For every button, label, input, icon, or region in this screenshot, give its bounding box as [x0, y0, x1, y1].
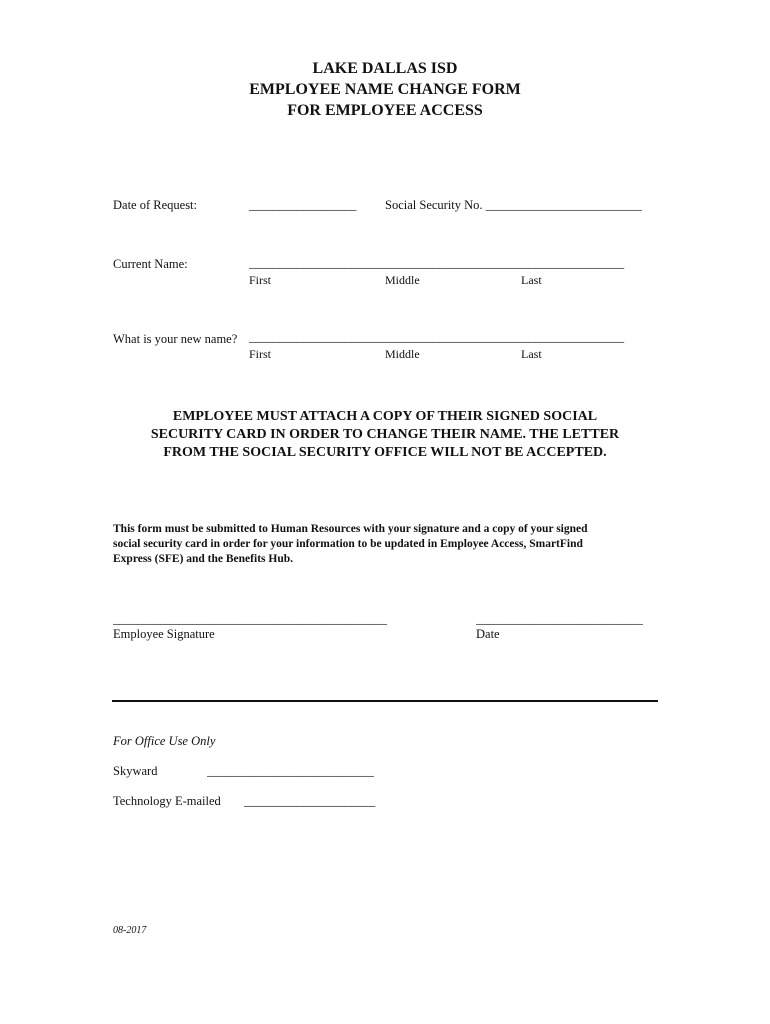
notice-line: FROM THE SOCIAL SECURITY OFFICE WILL NOT BE ACCEPTED. — [163, 445, 607, 460]
current-name-field[interactable]: _______________________________________________________________ — [249, 256, 624, 270]
office-use-heading: For Office Use Only — [113, 734, 216, 748]
form-name: EMPLOYEE NAME CHANGE FORM — [249, 81, 521, 98]
current-last-caption: Last — [521, 273, 542, 287]
instructions-line: Express (SFE) and the Benefits Hub. — [113, 553, 293, 565]
revision-date: 08-2017 — [113, 925, 147, 936]
signature-date-label: Date — [476, 627, 500, 641]
new-name-label: What is your new name? — [113, 332, 238, 346]
new-last-caption: Last — [521, 347, 542, 361]
attachment-notice — [0, 408, 770, 462]
technology-emailed-field[interactable]: ______________________ — [244, 794, 375, 808]
new-middle-caption: Middle — [385, 347, 420, 361]
date-of-request-field[interactable]: __________________ — [249, 198, 357, 212]
new-name-field[interactable]: _______________________________________________________________ — [249, 330, 624, 344]
technology-emailed-label: Technology E-mailed — [113, 794, 221, 808]
new-first-caption: First — [249, 347, 272, 361]
submission-instructions — [113, 522, 653, 567]
instructions-line: This form must be submitted to Human Resources with your signature and a copy of your signed — [113, 523, 588, 535]
notice-line: EMPLOYEE MUST ATTACH A COPY OF THEIR SIGNED SOCIAL — [172, 409, 598, 424]
section-divider — [112, 700, 658, 702]
current-name-label: Current Name: — [113, 257, 188, 271]
form-title — [0, 58, 770, 121]
employee-signature-label: Employee Signature — [113, 627, 215, 641]
ssn-field[interactable]: Social Security No. _________________________ — [385, 198, 642, 212]
current-middle-caption: Middle — [385, 273, 420, 287]
signature-date-field[interactable]: ____________________________ — [476, 612, 643, 626]
date-of-request-label: Date of Request: — [113, 198, 198, 212]
employee-signature-field[interactable]: ______________________________________________ — [113, 612, 387, 626]
district-name: LAKE DALLAS ISD — [312, 60, 458, 77]
instructions-line: social security card in order for your information to be updated in Employee Access, SmartFind — [113, 538, 583, 550]
form-subtitle: FOR EMPLOYEE ACCESS — [287, 102, 483, 119]
current-first-caption: First — [249, 273, 272, 287]
notice-line: SECURITY CARD IN ORDER TO CHANGE THEIR NAME. THE LETTER — [150, 427, 620, 442]
skyward-field[interactable]: ____________________________ — [207, 764, 374, 778]
skyward-label: Skyward — [113, 764, 158, 778]
